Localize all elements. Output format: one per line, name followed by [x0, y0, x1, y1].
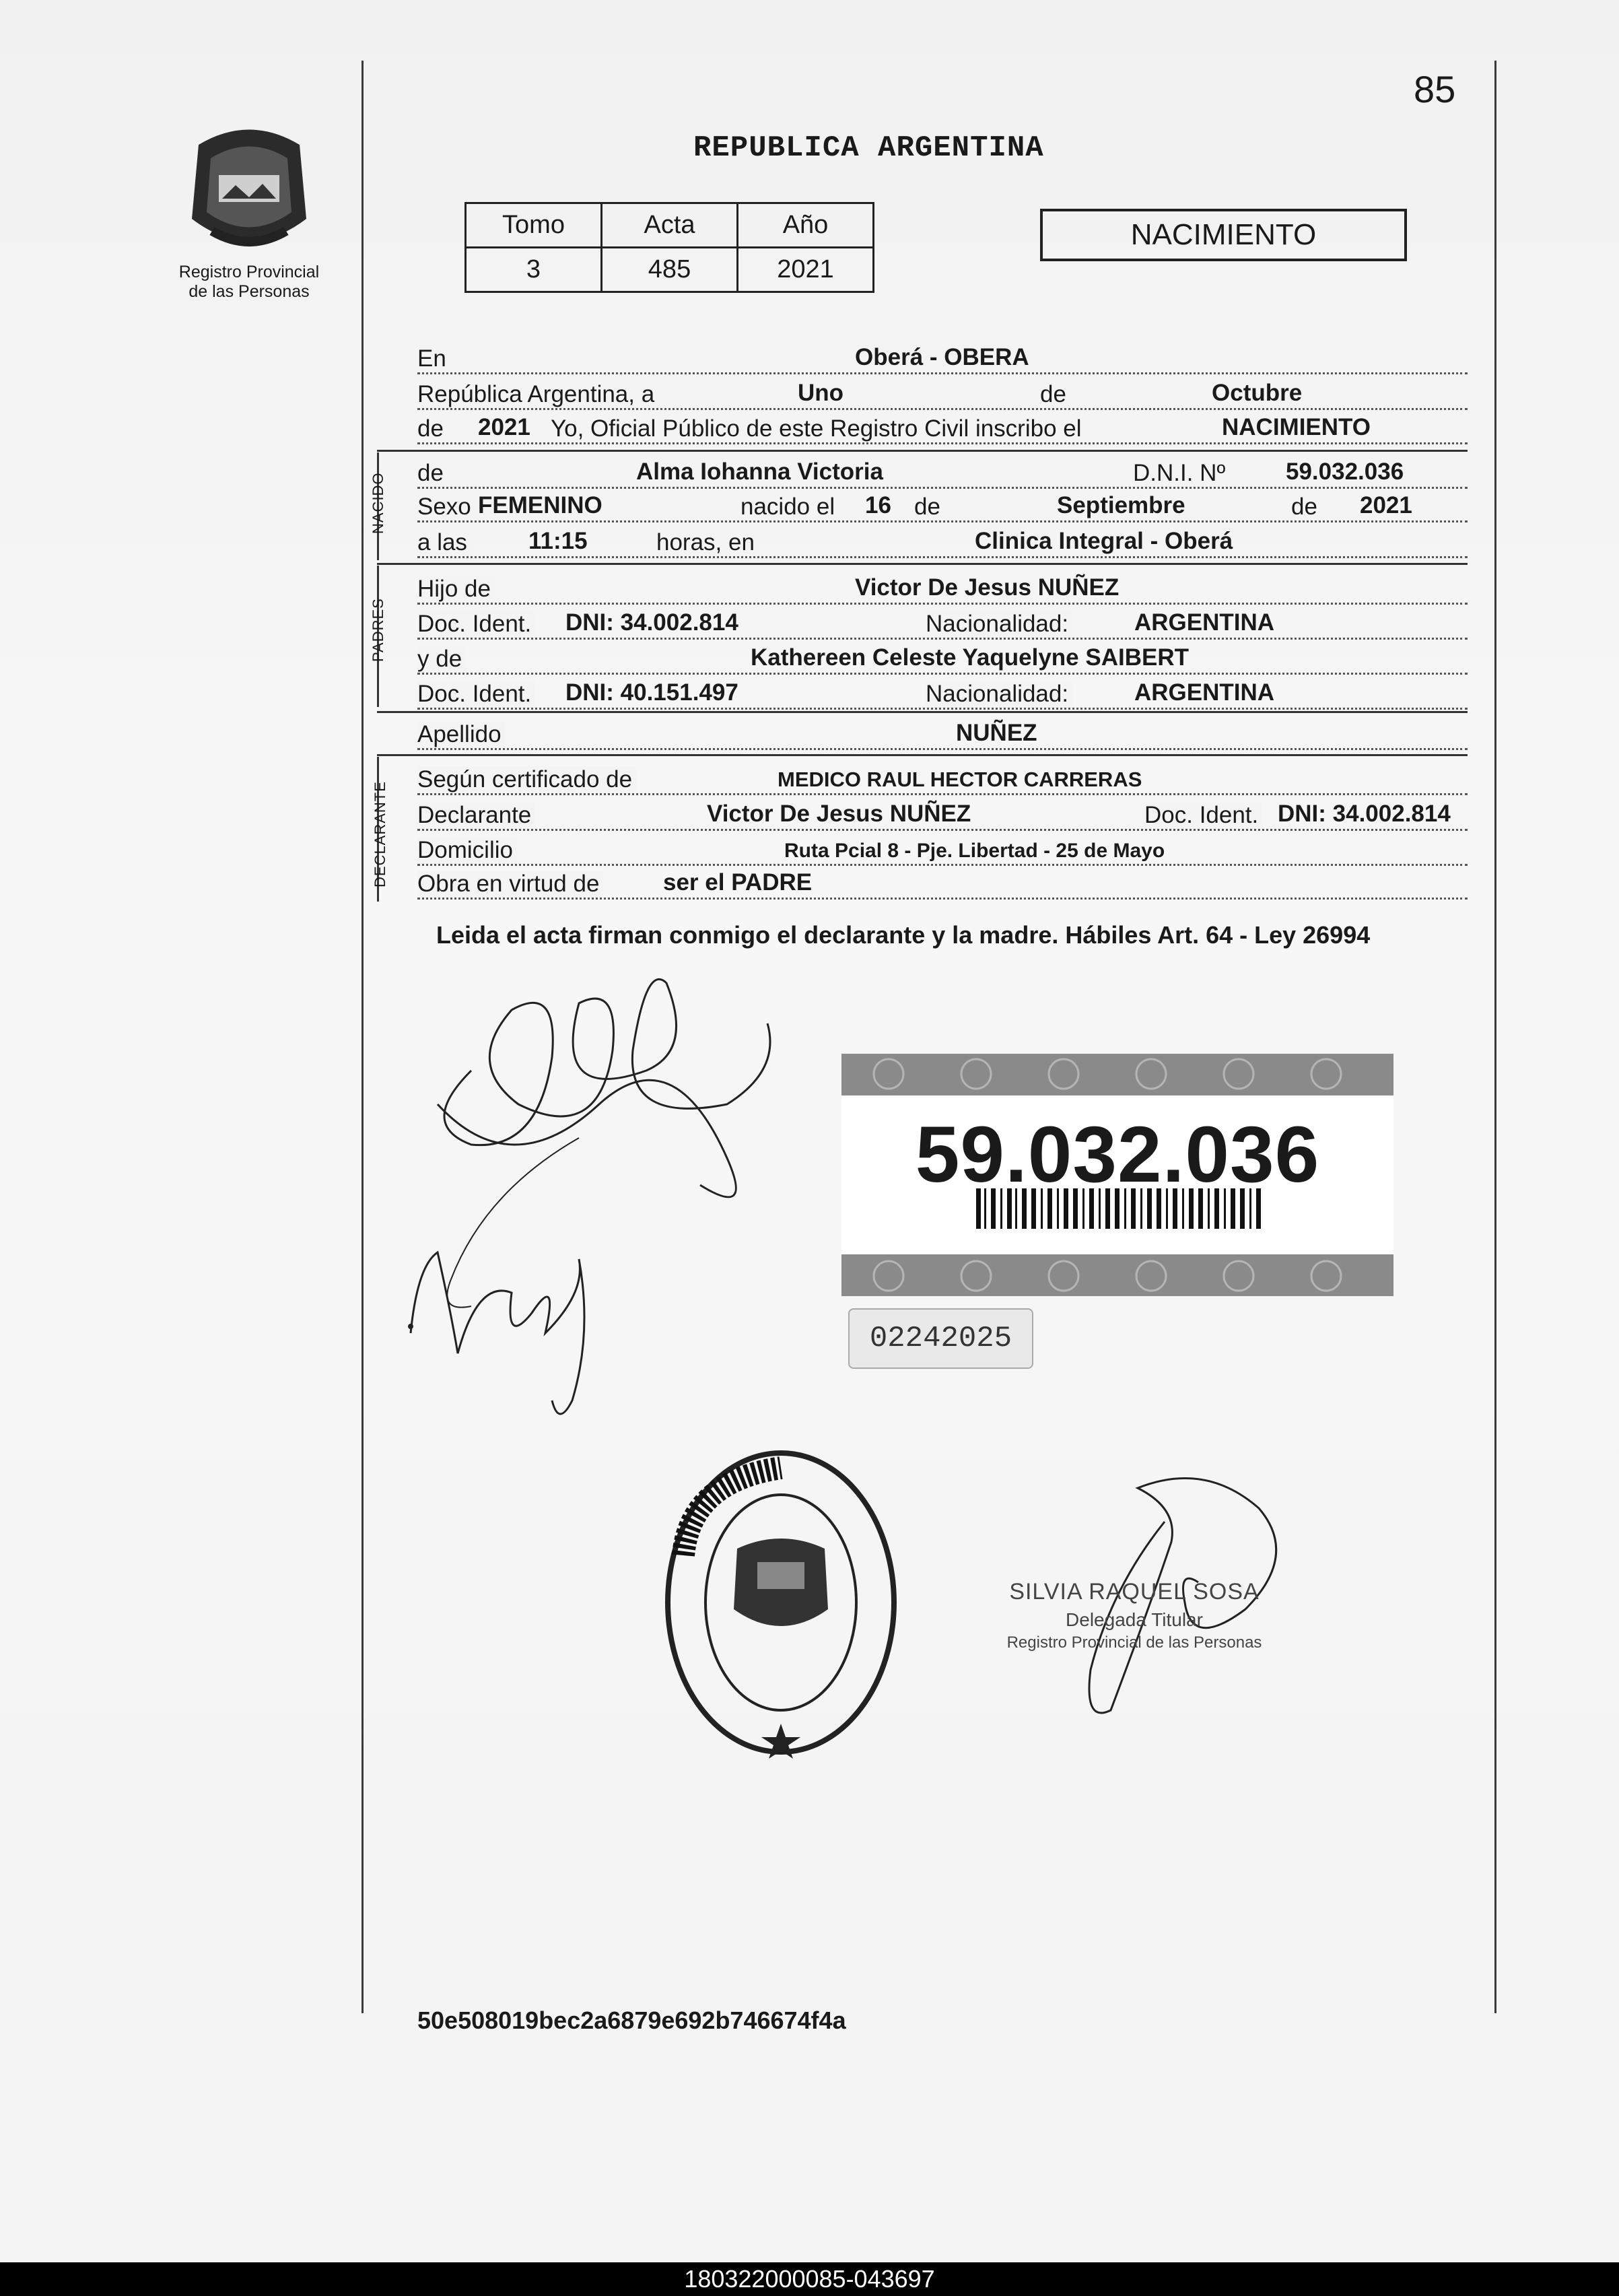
value-apellido: NUÑEZ — [956, 720, 1037, 746]
act-type-box: NACIMIENTO — [1040, 209, 1407, 261]
line-obra — [417, 869, 1468, 900]
value-declarante: Victor De Jesus NUÑEZ — [707, 801, 971, 827]
official-organization: Registro Provincial de las Personas — [1006, 1633, 1262, 1652]
label-a-las: a las — [417, 529, 471, 556]
line-madre — [417, 644, 1468, 675]
line-en — [417, 343, 1468, 374]
page-number: 85 — [1414, 68, 1456, 110]
logo-caption-line-2: de las Personas — [188, 282, 310, 301]
line-padre-doc — [417, 609, 1468, 640]
label-certificado: Según certificado de — [417, 766, 636, 793]
closing-statement: Leida el acta firman conmigo el declarante y la madre. Hábiles Art. 64 - Ley 26994 — [436, 921, 1371, 949]
label-nombre: de — [417, 460, 448, 487]
line-inscripcion — [417, 413, 1468, 444]
footer-id-bar: 180322000085-043697 — [0, 2262, 1619, 2296]
line-nombre — [417, 458, 1468, 489]
line-madre-doc — [417, 679, 1468, 710]
label-horas-en: horas, en — [656, 529, 759, 556]
signature-madre — [370, 1198, 666, 1441]
line-apellido — [417, 719, 1468, 750]
value-dni: 59.032.036 — [1286, 459, 1404, 485]
registry-header-tomo: Tomo — [466, 203, 602, 248]
label-apellido: Apellido — [417, 721, 506, 748]
value-nac-anio: 2021 — [1360, 492, 1412, 518]
label-oficial: Yo, Oficial Público de este Registro Civil inscribo el — [551, 415, 1086, 442]
label-de: de — [1040, 381, 1070, 408]
left-margin-rule — [361, 61, 364, 2013]
separator-declarante-top — [377, 754, 1468, 756]
value-nac-mes: Septiembre — [1057, 492, 1185, 518]
label-nacionalidad-padre: Nacionalidad: — [926, 611, 1072, 638]
separator-nacido-top — [377, 450, 1468, 452]
label-nacionalidad-madre: Nacionalidad: — [926, 681, 1072, 708]
value-nacionalidad-padre: ARGENTINA — [1134, 609, 1275, 636]
label-hijo-de: Hijo de — [417, 576, 495, 603]
logo-caption — [145, 263, 353, 302]
label-doc-madre: Doc. Ident. — [417, 681, 535, 708]
label-de-4: de — [1291, 494, 1321, 520]
dni-sticker — [841, 1054, 1393, 1296]
label-doc-padre: Doc. Ident. — [417, 611, 535, 638]
value-doc-madre: DNI: 40.151.497 — [565, 679, 738, 706]
value-nombre: Alma Iohanna Victoria — [636, 459, 883, 485]
registry-table — [464, 202, 874, 293]
registry-header-acta: Acta — [602, 203, 738, 248]
label-de-2: de — [417, 415, 448, 442]
line-fecha — [417, 379, 1468, 410]
value-localidad: Oberá - OBERA — [855, 344, 1029, 370]
separator-padres-top — [377, 563, 1468, 565]
value-doc-padre: DNI: 34.002.814 — [565, 609, 738, 636]
value-nac-dia: 16 — [865, 492, 891, 518]
label-declarante: Declarante — [417, 802, 535, 829]
registry-value-acta: 485 — [602, 248, 738, 292]
official-name: SILVIA RAQUEL SOSA — [1009, 1579, 1260, 1605]
line-sexo-fecha — [417, 492, 1468, 522]
label-de-3: de — [914, 494, 944, 520]
right-margin-rule — [1494, 61, 1496, 2013]
label-doc-declarante: Doc. Ident. — [1144, 802, 1262, 829]
value-doc-declarante: DNI: 34.002.814 — [1278, 801, 1451, 827]
value-hora: 11:15 — [528, 528, 588, 554]
value-padre: Victor De Jesus NUÑEZ — [855, 574, 1119, 601]
value-mes: Octubre — [1212, 380, 1303, 406]
document-title: REPUBLICA ARGENTINA — [693, 131, 1044, 165]
section-label-padres: PADRES — [370, 598, 386, 662]
label-obra: Obra en virtud de — [417, 871, 603, 898]
misiones-province-logo — [172, 118, 326, 259]
label-republica: República Argentina, a — [417, 381, 658, 408]
section-label-nacido: NACIDO — [370, 472, 386, 534]
label-dni: D.N.I. Nº — [1133, 460, 1229, 487]
line-padre — [417, 574, 1468, 605]
value-domicilio: Ruta Pcial 8 - Pje. Libertad - 25 de Mayo — [784, 840, 1165, 862]
registry-value-anio: 2021 — [738, 248, 874, 292]
line-certificado — [417, 764, 1468, 795]
official-signature-block — [946, 1579, 1323, 1652]
serial-number: 02242025 — [848, 1308, 1033, 1369]
logo-caption-line-1: Registro Provincial — [178, 263, 320, 281]
value-sexo: FEMENINO — [478, 492, 602, 518]
line-hora-lugar — [417, 527, 1468, 558]
value-dia: Uno — [798, 380, 844, 406]
label-nacido-el: nacido el — [740, 494, 839, 520]
value-nacionalidad-madre: ARGENTINA — [1134, 679, 1275, 706]
line-domicilio — [417, 835, 1468, 866]
registry-header-anio: Año — [738, 203, 874, 248]
official-role: Delegada Titular — [1066, 1609, 1203, 1630]
value-inscribe: NACIMIENTO — [1222, 414, 1371, 440]
value-lugar: Clinica Integral - Oberá — [975, 528, 1233, 554]
dni-sticker-number: 59.032.036 — [915, 1110, 1320, 1199]
section-label-declarante: DECLARANTE — [372, 781, 388, 887]
label-y-de: y de — [417, 646, 466, 673]
registry-value-tomo: 3 — [466, 248, 602, 292]
line-declarante — [417, 800, 1468, 831]
separator-apellido-top — [377, 711, 1468, 713]
label-sexo: Sexo — [417, 494, 475, 520]
value-certificado: MEDICO RAUL HECTOR CARRERAS — [778, 768, 1142, 791]
value-anio: 2021 — [478, 414, 530, 440]
label-en: En — [417, 345, 450, 372]
document-hash: 50e508019bec2a6879e692b746674f4a — [417, 2006, 846, 2034]
value-obra: ser el PADRE — [663, 869, 813, 896]
value-madre: Kathereen Celeste Yaquelyne SAIBERT — [751, 644, 1189, 671]
registry-seal-stamp — [656, 1441, 905, 1764]
label-domicilio: Domicilio — [417, 837, 517, 864]
